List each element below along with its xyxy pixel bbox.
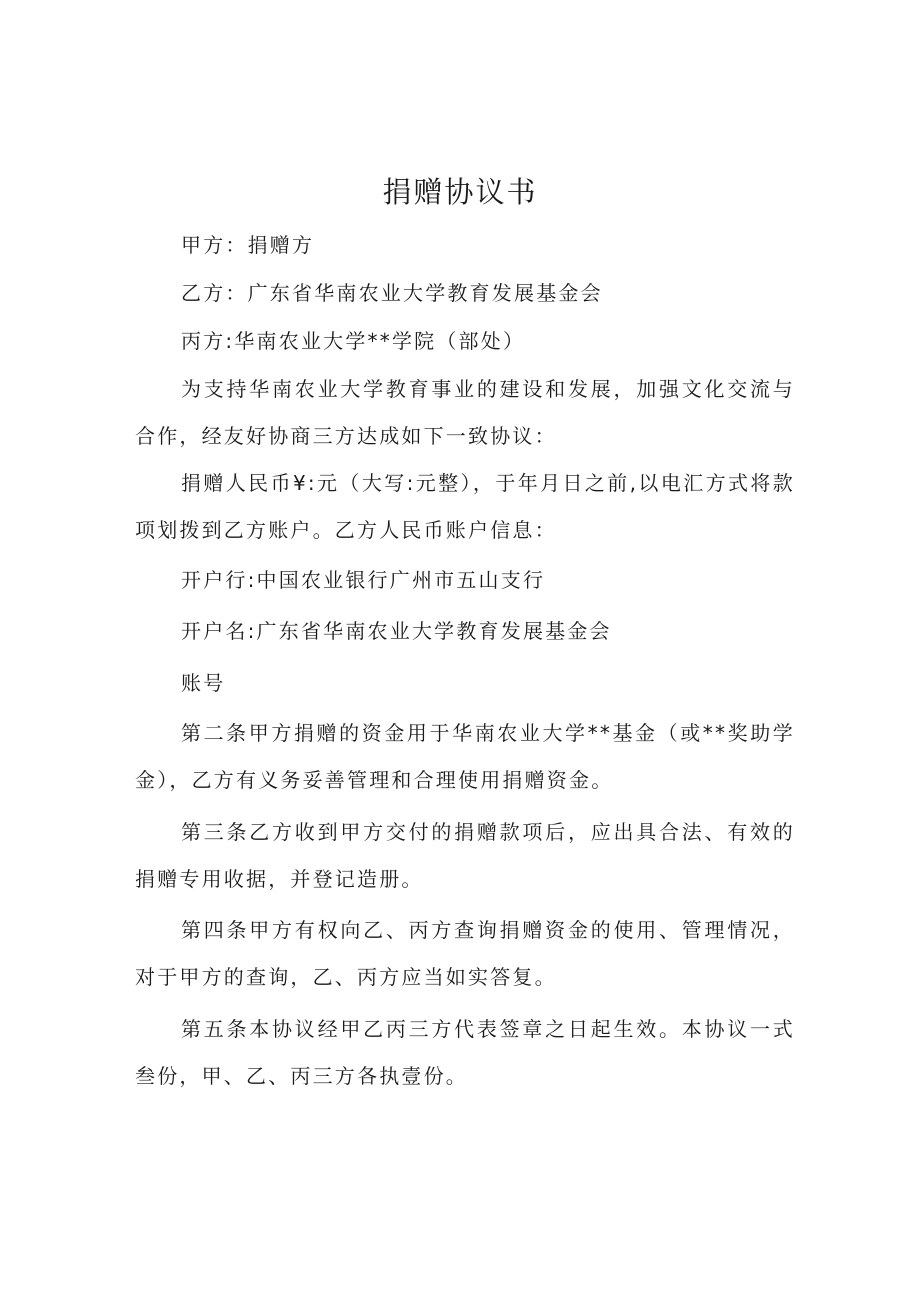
- bank-name-line: 开户行:中国农业银行广州市五山支行: [181, 568, 546, 592]
- account-name-line: 开户名:广东省华南农业大学教育发展基金会: [181, 619, 612, 643]
- party-b-line: 乙方：广东省华南农业大学教育发展基金会: [181, 281, 603, 305]
- preamble-paragraph: 为支持华南农业大学教育事业的建设和发展，加强文化交流与合作，经友好协商三方达成如下一致协议：: [135, 377, 795, 448]
- party-a-line: 甲方：捐赠方: [181, 233, 315, 257]
- article-4-paragraph: 第四条甲方有权向乙、丙方查询捐赠资金的使用、管理情况，对于甲方的查询，乙、丙方应当如实答复。: [135, 918, 795, 989]
- donation-clause-paragraph: 捐赠人民币¥:元（大写:元整），于年月日之前,以电汇方式将款项划拨到乙方账户。乙方人民币账户信息：: [135, 471, 795, 542]
- document-title: 捐赠协议书: [382, 175, 538, 209]
- article-2-paragraph: 第二条甲方捐赠的资金用于华南农业大学**基金（或**奖助学金），乙方有义务妥善管理和合理使用捐赠资金。: [135, 721, 795, 792]
- party-c-line: 丙方:华南农业大学**学院（部处）: [181, 329, 526, 353]
- account-number-line: 账号: [181, 671, 226, 695]
- article-3-paragraph: 第三条乙方收到甲方交付的捐赠款项后，应出具合法、有效的捐赠专用收据，并登记造册。: [135, 820, 795, 891]
- article-5-paragraph: 第五条本协议经甲乙丙三方代表签章之日起生效。本协议一式叁份，甲、乙、丙三方各执壹份。: [135, 1017, 795, 1088]
